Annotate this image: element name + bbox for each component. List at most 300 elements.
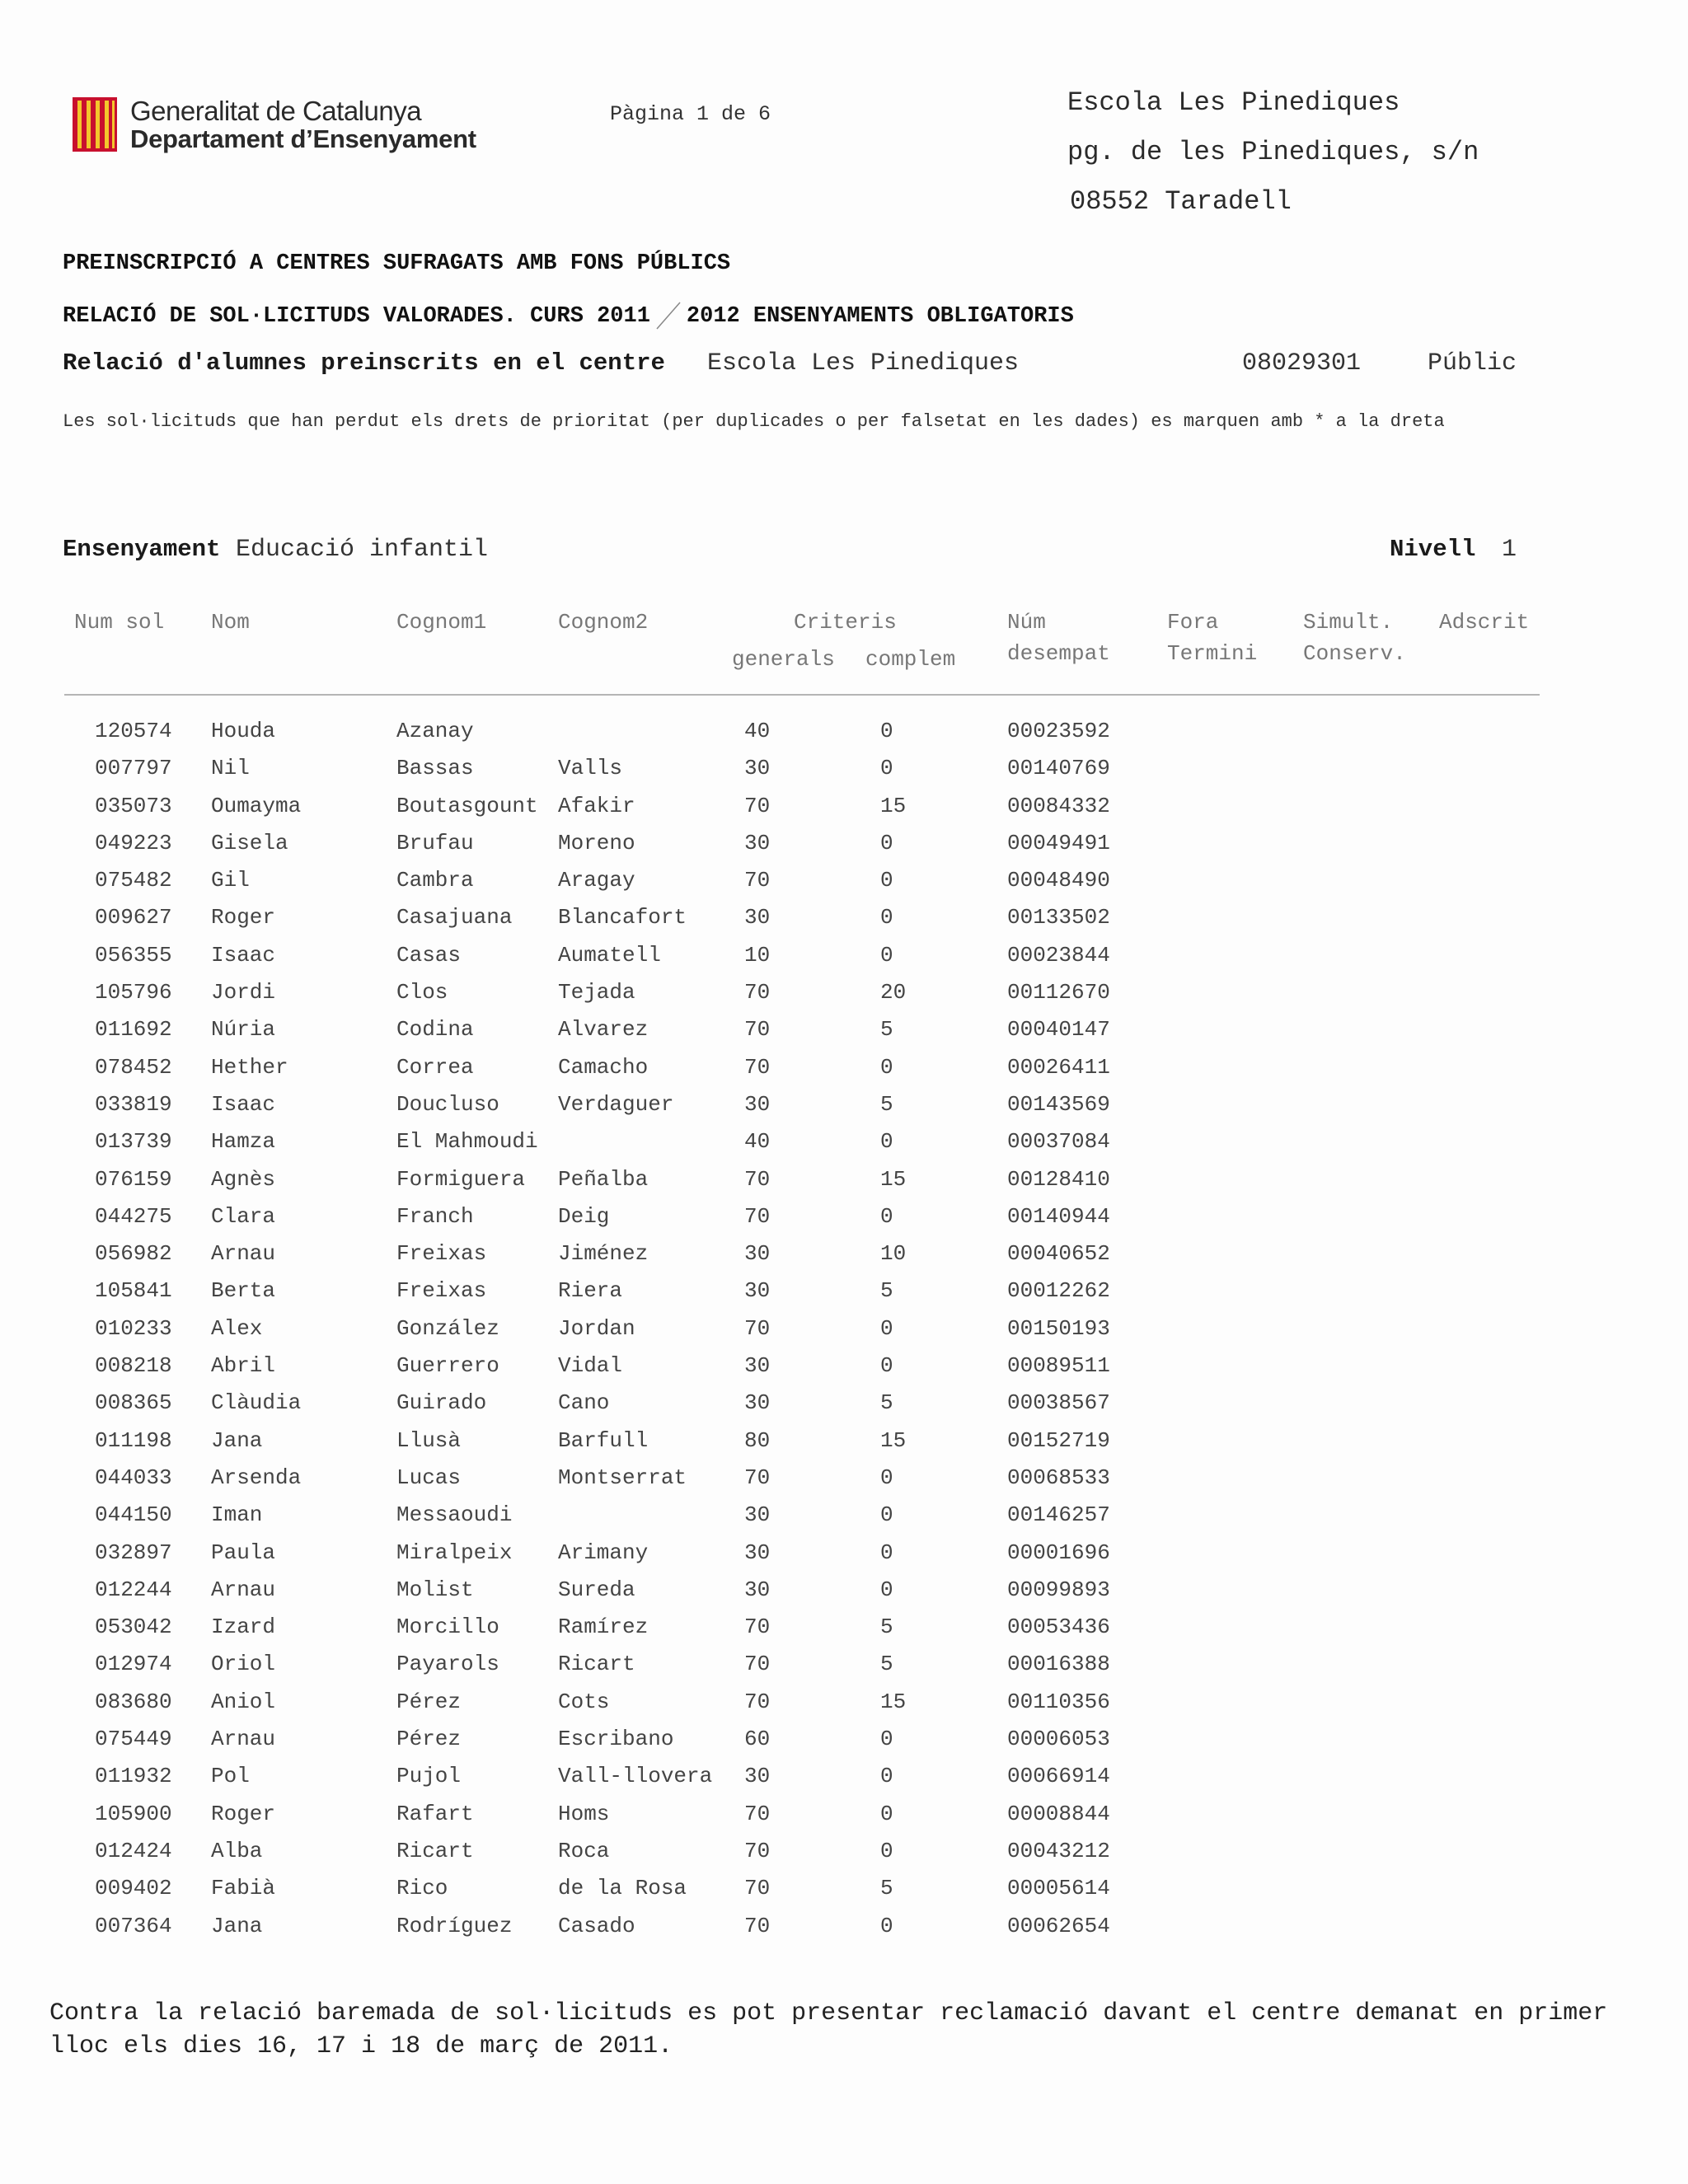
heading-course-prefix: RELACIÓ DE SOL·LICITUDS VALORADES. CURS 2011: [63, 304, 650, 330]
cell-cognom1: Formiguera: [396, 1166, 526, 1192]
cell-nom: Jordi: [211, 980, 276, 1005]
cell-nom: Izard: [211, 1615, 276, 1640]
cell-cognom1: Freixas: [396, 1278, 487, 1304]
cell-num-sol: 105841: [95, 1278, 172, 1304]
cell-cognom2: Verdaguer: [558, 1091, 674, 1117]
cell-num-desempat: 00053436: [1007, 1615, 1110, 1640]
cell-nom: Houda: [211, 719, 276, 743]
cell-num-sol: 007364: [95, 1913, 172, 1938]
cell-complem: 0: [880, 1203, 893, 1229]
cell-cognom1: Pujol: [396, 1764, 462, 1789]
cell-cognom1: Clos: [396, 980, 448, 1005]
cell-cognom1: Casas: [396, 942, 462, 968]
cell-num-sol: 009627: [95, 905, 172, 930]
cell-nom: Oriol: [211, 1652, 276, 1677]
cell-num-desempat: 00037084: [1007, 1129, 1110, 1155]
header-num-desempat-2: desempat: [1007, 641, 1110, 666]
header-divider: [64, 694, 1540, 696]
cell-generals: 70: [744, 1054, 771, 1080]
cell-num-desempat: 00146257: [1007, 1502, 1110, 1528]
cell-cognom2: Ricart: [558, 1652, 635, 1677]
cell-nom: Gil: [211, 868, 250, 893]
cell-num-sol: 049223: [95, 830, 172, 855]
cell-num-sol: 035073: [95, 793, 172, 818]
cell-nom: Alex: [211, 1315, 263, 1341]
cell-nom: Pol: [211, 1764, 250, 1789]
cell-num-desempat: 00023592: [1007, 719, 1110, 743]
table-row: [0, 1502, 1688, 1540]
cell-num-sol: 008218: [95, 1353, 172, 1379]
cell-complem: 15: [880, 1427, 907, 1453]
cell-cognom2: Ramírez: [558, 1615, 649, 1640]
header-adscrit: Adscrit: [1439, 610, 1530, 635]
cell-num-sol: 044033: [95, 1465, 172, 1490]
centre-label: Relació d'alumnes preinscrits en el centre: [63, 349, 665, 377]
table-row: [0, 943, 1688, 980]
cell-num-desempat: 00099893: [1007, 1577, 1110, 1602]
cell-generals: 80: [744, 1427, 771, 1453]
cell-complem: 0: [880, 756, 893, 781]
table-row: [0, 1465, 1688, 1502]
cell-num-desempat: 00143569: [1007, 1091, 1110, 1117]
cell-generals: 40: [744, 1129, 771, 1155]
cell-nom: Agnès: [211, 1166, 276, 1192]
cell-cognom1: Doucluso: [396, 1091, 499, 1117]
priority-note: Les sol·licituds que han perdut els drets de prioritat (per duplicades o per falsetat en les dades) es marquen amb * a la dreta: [63, 411, 1445, 432]
cell-cognom1: Morcillo: [396, 1615, 499, 1640]
cell-nom: Fabià: [211, 1876, 276, 1901]
cell-complem: 0: [880, 1577, 893, 1602]
cell-num-sol: 083680: [95, 1689, 172, 1714]
cell-nom: Arsenda: [211, 1465, 302, 1490]
cell-num-sol: 033819: [95, 1091, 172, 1117]
cell-num-sol: 076159: [95, 1166, 172, 1192]
cell-cognom1: Boutasgount: [396, 793, 538, 818]
school-city: 08552 Taradell: [1070, 186, 1292, 217]
cell-nom: Oumayma: [211, 793, 302, 818]
table-row: [0, 1727, 1688, 1764]
cell-num-sol: 008365: [95, 1390, 172, 1416]
cell-num-sol: 007797: [95, 756, 172, 781]
cell-complem: 5: [880, 1278, 893, 1304]
cell-num-desempat: 00049491: [1007, 830, 1110, 855]
nivell-label: Nivell: [1390, 536, 1476, 563]
cell-num-desempat: 00016388: [1007, 1652, 1110, 1677]
cell-num-desempat: 00048490: [1007, 868, 1110, 893]
cell-nom: Clara: [211, 1203, 276, 1229]
cell-complem: 0: [880, 1054, 893, 1080]
cell-cognom2: Jiménez: [558, 1241, 649, 1267]
heading-preinscripcio: PREINSCRIPCIÓ A CENTRES SUFRAGATS AMB FONS PÚBLICS: [63, 251, 731, 276]
table-row: [0, 794, 1688, 831]
centre-name: Escola Les Pinediques: [707, 349, 1020, 377]
table-row: [0, 1615, 1688, 1652]
ensenyament-label: Ensenyament: [63, 536, 221, 563]
cell-generals: 30: [744, 1241, 771, 1267]
cell-generals: 70: [744, 1913, 771, 1938]
cell-nom: Jana: [211, 1913, 263, 1938]
cell-complem: 15: [880, 1166, 907, 1192]
cell-num-sol: 010233: [95, 1315, 172, 1341]
cell-cognom1: Franch: [396, 1203, 474, 1229]
cell-cognom1: Llusà: [396, 1427, 462, 1453]
cell-num-desempat: 00006053: [1007, 1727, 1110, 1752]
cell-num-sol: 011692: [95, 1017, 172, 1043]
cell-cognom2: Casado: [558, 1913, 635, 1938]
cell-num-sol: 012244: [95, 1577, 172, 1602]
header-fora-1: Fora: [1167, 610, 1219, 635]
cell-generals: 30: [744, 1502, 771, 1528]
cell-complem: 5: [880, 1876, 893, 1901]
table-row: [0, 756, 1688, 793]
cell-generals: 70: [744, 1876, 771, 1901]
cell-generals: 70: [744, 868, 771, 893]
header-num-desempat-1: Núm: [1007, 610, 1046, 635]
cell-nom: Roger: [211, 905, 276, 930]
ensenyament-value: Educació infantil: [236, 536, 489, 564]
cell-num-desempat: 00012262: [1007, 1278, 1110, 1304]
footer-claim-note: Contra la relació baremada de sol·licituds es pot presentar reclamació davant el centre demanat en primer lloc els dies 16, 17 i 18 de març de 2011.: [49, 1999, 1608, 2060]
cell-cognom1: Correa: [396, 1054, 474, 1080]
cell-complem: 0: [880, 905, 893, 930]
cell-cognom2: Blancafort: [558, 905, 687, 930]
cell-cognom1: Brufau: [396, 830, 474, 855]
cell-num-desempat: 00001696: [1007, 1540, 1110, 1565]
cell-cognom1: Bassas: [396, 756, 474, 781]
cell-num-sol: 012424: [95, 1838, 172, 1863]
cell-cognom1: Guirado: [396, 1390, 487, 1416]
cell-num-desempat: 00140944: [1007, 1203, 1110, 1229]
cell-num-sol: 013739: [95, 1129, 172, 1155]
cell-complem: 0: [880, 1540, 893, 1565]
table-row: [0, 1652, 1688, 1689]
header-generals: generals: [732, 647, 835, 672]
cell-generals: 10: [744, 942, 771, 968]
cell-cognom2: Deig: [558, 1203, 610, 1229]
cell-complem: 0: [880, 1502, 893, 1528]
cell-nom: Abril: [211, 1353, 276, 1379]
cell-generals: 30: [744, 1540, 771, 1565]
cell-cognom1: Casajuana: [396, 905, 513, 930]
cell-cognom1: Guerrero: [396, 1353, 499, 1379]
cell-complem: 15: [880, 793, 907, 818]
cell-num-desempat: 00133502: [1007, 905, 1110, 930]
applicants-table: [0, 719, 1688, 1951]
header-simult-2: Conserv.: [1303, 641, 1406, 666]
header-cognom1: Cognom1: [396, 610, 487, 635]
cell-cognom2: Aumatell: [558, 942, 661, 968]
cell-nom: Clàudia: [211, 1390, 302, 1416]
cell-complem: 5: [880, 1091, 893, 1117]
cell-cognom1: González: [396, 1315, 499, 1341]
table-row: [0, 1839, 1688, 1876]
senyera-flag-icon: [73, 97, 117, 152]
cell-cognom2: Vidal: [558, 1353, 623, 1379]
cell-cognom2: Sureda: [558, 1577, 635, 1602]
cell-num-sol: 012974: [95, 1652, 172, 1677]
cell-cognom1: Miralpeix: [396, 1540, 513, 1565]
cell-generals: 70: [744, 793, 771, 818]
cell-complem: 15: [880, 1689, 907, 1714]
cell-num-sol: 053042: [95, 1615, 172, 1640]
cell-nom: Isaac: [211, 1091, 276, 1117]
cell-nom: Hamza: [211, 1129, 276, 1155]
cell-num-desempat: 00140769: [1007, 756, 1110, 781]
school-name: Escola Les Pinediques: [1067, 87, 1400, 118]
cell-generals: 70: [744, 1652, 771, 1677]
cell-num-desempat: 00152719: [1007, 1427, 1110, 1453]
nivell-value: 1: [1502, 536, 1517, 564]
cell-generals: 40: [744, 719, 771, 743]
cell-nom: Berta: [211, 1278, 276, 1304]
cell-cognom1: Molist: [396, 1577, 474, 1602]
centre-type: Públic: [1428, 349, 1517, 377]
cell-cognom1: Payarols: [396, 1652, 499, 1677]
cell-generals: 70: [744, 1838, 771, 1863]
cell-cognom2: Aragay: [558, 868, 635, 893]
logo-line-2: Departament d’Ensenyament: [130, 124, 476, 153]
table-row: [0, 1764, 1688, 1801]
cell-cognom1: Rico: [396, 1876, 448, 1901]
cell-generals: 70: [744, 1166, 771, 1192]
cell-cognom2: Afakir: [558, 793, 635, 818]
cell-nom: Nil: [211, 756, 250, 781]
cell-nom: Aniol: [211, 1689, 276, 1714]
cell-cognom2: Montserrat: [558, 1465, 687, 1490]
table-row: [0, 980, 1688, 1017]
header-simult-1: Simult.: [1303, 610, 1394, 635]
cell-generals: 70: [744, 1615, 771, 1640]
cell-cognom1: Freixas: [396, 1241, 487, 1267]
cell-num-sol: 075449: [95, 1727, 172, 1752]
table-row: [0, 905, 1688, 942]
cell-cognom2: Escribano: [558, 1727, 674, 1752]
logo-line-1: Generalitat de Catalunya: [130, 96, 422, 126]
cell-cognom2: Vall-llovera: [558, 1764, 713, 1789]
header-criteris: Criteris: [794, 610, 897, 635]
cell-cognom2: Cano: [558, 1390, 610, 1416]
cell-generals: 30: [744, 1577, 771, 1602]
cell-num-desempat: 00112670: [1007, 980, 1110, 1005]
cell-num-desempat: 00068533: [1007, 1465, 1110, 1490]
cell-generals: 70: [744, 1801, 771, 1826]
cell-num-sol: 105900: [95, 1801, 172, 1826]
cell-cognom1: Rafart: [396, 1801, 474, 1826]
cell-cognom2: Alvarez: [558, 1017, 649, 1043]
cell-complem: 10: [880, 1241, 907, 1267]
cell-num-sol: 056982: [95, 1241, 172, 1267]
header-fora-2: Termini: [1167, 641, 1258, 666]
cell-generals: 30: [744, 1390, 771, 1416]
cell-num-desempat: 00043212: [1007, 1838, 1110, 1863]
cell-complem: 0: [880, 1764, 893, 1789]
cell-complem: 0: [880, 1801, 893, 1826]
header-nom: Nom: [211, 610, 250, 635]
cell-cognom2: Cots: [558, 1689, 610, 1714]
table-row: [0, 1092, 1688, 1129]
table-row: [0, 1914, 1688, 1951]
cell-nom: Paula: [211, 1540, 276, 1565]
cell-nom: Alba: [211, 1838, 263, 1863]
cell-generals: 70: [744, 1017, 771, 1043]
cell-complem: 0: [880, 719, 893, 743]
cell-num-sol: 009402: [95, 1876, 172, 1901]
cell-complem: 0: [880, 1727, 893, 1752]
cell-nom: Núria: [211, 1017, 276, 1043]
cell-cognom1: Pérez: [396, 1689, 462, 1714]
cell-complem: 0: [880, 1315, 893, 1341]
cell-generals: 30: [744, 1764, 771, 1789]
cell-generals: 30: [744, 830, 771, 855]
cell-num-sol: 120574: [95, 719, 172, 743]
cell-cognom2: Moreno: [558, 830, 635, 855]
table-row: [0, 1316, 1688, 1353]
cell-nom: Iman: [211, 1502, 263, 1528]
table-row: [0, 1055, 1688, 1092]
cell-complem: 0: [880, 830, 893, 855]
cell-num-desempat: 00023844: [1007, 942, 1110, 968]
table-row: [0, 1577, 1688, 1615]
centre-code: 08029301: [1242, 349, 1362, 377]
cell-nom: Isaac: [211, 942, 276, 968]
cell-generals: 70: [744, 1465, 771, 1490]
cell-num-desempat: 00128410: [1007, 1166, 1110, 1192]
cell-complem: 0: [880, 942, 893, 968]
cell-num-sol: 044150: [95, 1502, 172, 1528]
cell-num-sol: 056355: [95, 942, 172, 968]
table-row: [0, 1017, 1688, 1054]
cell-cognom1: Azanay: [396, 719, 474, 743]
header-num-sol: Num sol: [74, 610, 165, 635]
school-street: pg. de les Pinediques, s/n: [1067, 137, 1479, 167]
cell-nom: Jana: [211, 1427, 263, 1453]
cell-complem: 5: [880, 1017, 893, 1043]
table-row: [0, 1204, 1688, 1241]
table-row: [0, 1428, 1688, 1465]
cell-generals: 30: [744, 905, 771, 930]
header-complem: complem: [865, 647, 956, 672]
cell-cognom2: Riera: [558, 1278, 623, 1304]
table-row: [0, 1241, 1688, 1278]
header-cognom2: Cognom2: [558, 610, 649, 635]
cell-num-desempat: 00150193: [1007, 1315, 1110, 1341]
table-row: [0, 1353, 1688, 1390]
cell-complem: 20: [880, 980, 907, 1005]
table-row: [0, 868, 1688, 905]
cell-generals: 30: [744, 1278, 771, 1304]
cell-complem: 5: [880, 1615, 893, 1640]
cell-num-desempat: 00040652: [1007, 1241, 1110, 1267]
table-row: [0, 1390, 1688, 1427]
cell-nom: Arnau: [211, 1241, 276, 1267]
cell-generals: 70: [744, 980, 771, 1005]
cell-cognom1: Pérez: [396, 1727, 462, 1752]
cell-nom: Arnau: [211, 1727, 276, 1752]
table-row: [0, 1129, 1688, 1166]
cell-num-desempat: 00008844: [1007, 1801, 1110, 1826]
cell-complem: 0: [880, 1465, 893, 1490]
cell-cognom1: El Mahmoudi: [396, 1129, 538, 1155]
cell-generals: 70: [744, 1315, 771, 1341]
cell-num-desempat: 00110356: [1007, 1689, 1110, 1714]
table-row: [0, 1278, 1688, 1315]
table-row: [0, 1167, 1688, 1204]
cell-num-sol: 011198: [95, 1427, 172, 1453]
cell-cognom1: Cambra: [396, 868, 474, 893]
cell-cognom2: Camacho: [558, 1054, 649, 1080]
cell-num-desempat: 00026411: [1007, 1054, 1110, 1080]
cell-generals: 30: [744, 1353, 771, 1379]
cell-generals: 70: [744, 1689, 771, 1714]
cell-num-sol: 011932: [95, 1764, 172, 1789]
table-row: [0, 1690, 1688, 1727]
cell-generals: 30: [744, 756, 771, 781]
table-row: [0, 1802, 1688, 1839]
cell-num-desempat: 00084332: [1007, 793, 1110, 818]
cell-nom: Arnau: [211, 1577, 276, 1602]
cell-nom: Hether: [211, 1054, 288, 1080]
cell-cognom2: Roca: [558, 1838, 610, 1863]
cell-cognom1: Lucas: [396, 1465, 462, 1490]
cell-num-desempat: 00066914: [1007, 1764, 1110, 1789]
cell-cognom2: Valls: [558, 756, 623, 781]
cell-num-desempat: 00040147: [1007, 1017, 1110, 1043]
cell-generals: 30: [744, 1091, 771, 1117]
generalitat-logo: [73, 97, 476, 152]
heading-course: [63, 301, 1074, 330]
cell-cognom1: Ricart: [396, 1838, 474, 1863]
heading-course-suffix: 2012 ENSENYAMENTS OBLIGATORIS: [686, 304, 1074, 330]
table-row: [0, 831, 1688, 868]
cell-num-sol: 075482: [95, 868, 172, 893]
cell-num-desempat: 00005614: [1007, 1876, 1110, 1901]
cell-num-sol: 078452: [95, 1054, 172, 1080]
cell-cognom1: Messaoudi: [396, 1502, 513, 1528]
table-row: [0, 719, 1688, 756]
cell-complem: 0: [880, 1129, 893, 1155]
cell-complem: 5: [880, 1652, 893, 1677]
cell-complem: 0: [880, 1838, 893, 1863]
cell-num-desempat: 00089511: [1007, 1353, 1110, 1379]
cell-complem: 0: [880, 1353, 893, 1379]
cell-cognom2: Arimany: [558, 1540, 649, 1565]
cell-complem: 0: [880, 868, 893, 893]
cell-cognom1: Rodríguez: [396, 1913, 513, 1938]
cell-num-desempat: 00062654: [1007, 1913, 1110, 1938]
cell-cognom2: Tejada: [558, 980, 635, 1005]
slash-icon: [652, 301, 685, 330]
cell-complem: 5: [880, 1390, 893, 1416]
cell-num-sol: 032897: [95, 1540, 172, 1565]
cell-nom: Gisela: [211, 830, 288, 855]
cell-cognom2: Homs: [558, 1801, 610, 1826]
cell-nom: Roger: [211, 1801, 276, 1826]
cell-complem: 0: [880, 1913, 893, 1938]
cell-num-sol: 044275: [95, 1203, 172, 1229]
cell-cognom2: Barfull: [558, 1427, 649, 1453]
cell-cognom2: Peñalba: [558, 1166, 649, 1192]
table-row: [0, 1540, 1688, 1577]
cell-generals: 60: [744, 1727, 771, 1752]
cell-cognom1: Codina: [396, 1017, 474, 1043]
cell-num-desempat: 00038567: [1007, 1390, 1110, 1416]
cell-cognom2: Jordan: [558, 1315, 635, 1341]
table-row: [0, 1876, 1688, 1913]
cell-generals: 70: [744, 1203, 771, 1229]
cell-cognom2: de la Rosa: [558, 1876, 687, 1901]
page-indicator: Pàgina 1 de 6: [610, 102, 771, 126]
cell-num-sol: 105796: [95, 980, 172, 1005]
